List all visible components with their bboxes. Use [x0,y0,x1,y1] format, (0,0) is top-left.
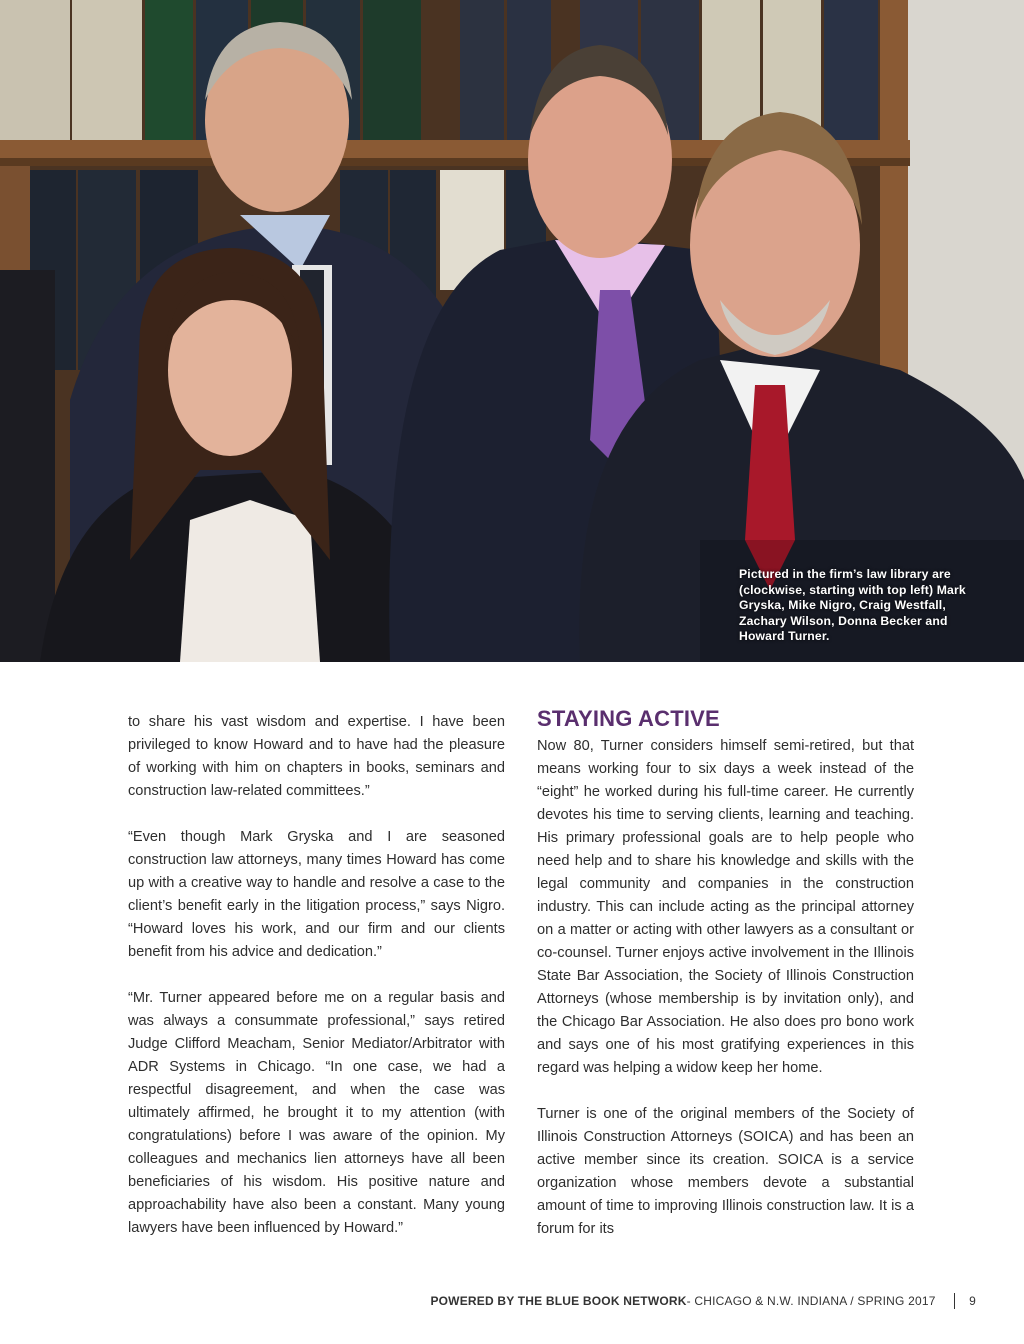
photo-caption: Pictured in the firm’s law library are (clockwise, starting with top left) Mark Gryska, Mike Nigro, Craig Westfall, Zachary Wilson, Donna Becker and Howard Turner. [739,567,966,644]
paragraph: “Mr. Turner appeared before me on a regular basis and was always a consummate professional,” says retired Judge Clifford Meacham, Senior Mediator/Arbitrator with ADR Systems in Chicago. “In one case, we had a respectful disagreement, and when the case was ultimately affirmed, he brought it to my attention (with congratulations) before I was aware of the opinion. My colleagues and mechanics lien attorneys have all been beneficiaries of his wisdom. His positive nature and approachability have also been a constant. Many young lawyers have been influenced by Howard.” [128,990,505,1236]
paragraph: to share his vast wisdom and expertise. I have been privileged to know Howard and to have had the pleasure of working with him on chapters in books, seminars and construction law-related committees.” [128,714,505,799]
right-column [537,704,914,1241]
page-number: 9 [969,1294,976,1308]
page-footer [430,1292,976,1310]
paragraph: “Even though Mark Gryska and I are seasoned construction law attorneys, many times Howard has come up with a creative way to handle and resolve a case to the client’s benefit early in the litigation process,” says Nigro. “Howard loves his work, and our firm and our clients benefit from his advice and dedication.” [128,829,505,960]
section-heading: STAYING ACTIVE [537,706,720,731]
footer-brand: POWERED BY THE BLUE BOOK NETWORK [430,1294,687,1308]
footer-divider [954,1293,956,1309]
paragraph: Now 80, Turner considers himself semi-retired, but that means working four to six days a week instead of the “eight” he worked during his full-time career. He currently devotes his time to serving clients, learning and teaching. His primary professional goals are to help people who need help and to share his knowledge and skills with the legal community and companies in the construction industry. This can include acting as the principal attorney on a matter or acting with other lawyers as a consultant or co-counsel. Turner enjoys active involvement in the Illinois State Bar Association, the Society of Illinois Construction Attorneys (whose membership is by invitation only), and the Chicago Bar Association. He also does pro bono work and says one of his most gratifying experiences in this regard was helping a widow keep her home. [537,738,914,1076]
group-photo [0,0,1024,662]
paragraph: Turner is one of the original members of the Society of Illinois Construction Attorneys (SOICA) and has been an active member since its creation. SOICA is a service organization whose members devote a substantial amount of time to improving Illinois construction law. It is a forum for its [537,1106,914,1237]
footer-edition: - CHICAGO & N.W. INDIANA / SPRING 2017 [686,1294,936,1308]
law-library-photo-illustration [0,0,1024,662]
left-column [128,711,505,1240]
